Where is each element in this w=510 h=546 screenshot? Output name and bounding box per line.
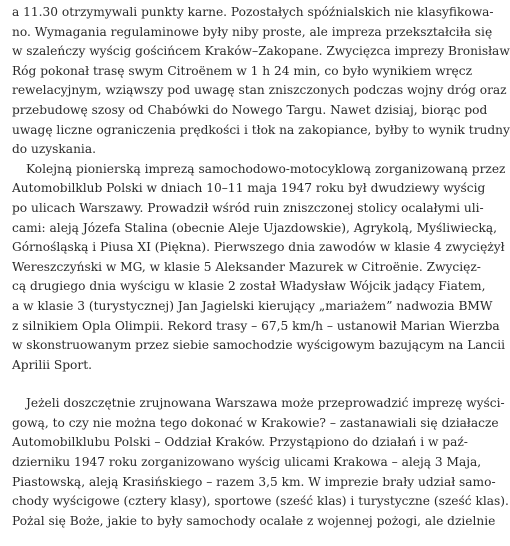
text-line: Wereszczyński w MG, w klasie 5 Aleksander Mazurek w Citroënie. Zwycięz- — [12, 259, 481, 274]
text-line: po ulicach Warszawy. Prowadził wśród ruin zniszczonej stolicy ocalałymi uli- — [12, 200, 484, 215]
text-line: gową, to czy nie można tego dokonać w Krakowie? – zastanawiali się działacze — [12, 415, 499, 430]
text-line: z silnikiem Opla Olimpii. Rekord trasy – 67,5 km/h – ustanowił Marian Wierzba — [12, 318, 500, 333]
text-line: Jeżeli doszczętnie zrujnowana Warszawa może przeprowadzić imprezę wyści- — [26, 396, 505, 411]
text-line: a w klasie 3 (turystycznej) Jan Jagielski kierujący „mariażem” nadwozia BMW — [12, 298, 493, 313]
text-line: Róg pokonał trasę swym Citroënem w 1 h 24 min, co było wynikiem wręcz — [12, 63, 473, 78]
book-page — [12, 3, 510, 531]
text-line: cami: aleją Józefa Stalina (obecnie Aleje Ujazdowskie), Agrykolą, Myśliwiecką, — [12, 220, 497, 235]
section-gap — [12, 375, 430, 394]
text-line: rewelacyjnym, wziąwszy pod uwagę stan zniszczonych podczas wojny dróg oraz — [12, 83, 507, 98]
paragraph-1 — [12, 3, 510, 160]
text-line: Górnośląską i Piusa XI (Piękna). Pierwszego dnia zawodów w klasie 4 zwyciężył — [12, 240, 505, 255]
text-line: Piastowską, aleją Krasińskiego – razem 3,5 km. W imprezie brały udział samo- — [12, 474, 496, 489]
text-line: Aprilii Sport. — [12, 357, 92, 372]
text-line: dzierniku 1947 roku zorganizowano wyścig ulicami Krakowa – aleją 3 Maja, — [12, 455, 482, 470]
text-line: Kolejną pionierską imprezą samochodowo-motocyklową zorganizowaną przez — [26, 161, 506, 176]
text-line: Automobilklub Polski w dniach 10–11 maja 1947 roku był dwudziewy wyścig — [12, 181, 486, 196]
paragraph-3 — [12, 394, 509, 531]
text-line: w szaleńczy wyścig gościńcem Kraków–Zakopane. Zwycięzca imprezy Bronisław — [12, 44, 510, 59]
text-line: chody wyścigowe (cztery klasy), sportowe (sześć klas) i turystyczne (sześć klas). — [12, 494, 509, 509]
text-line: Pożal się Boże, jakie to były samochody ocalałe z wojennej pożogi, ale dzielnie — [12, 513, 496, 528]
text-line: a 11.30 otrzymywali punkty karne. Pozostałych spóźnialskich nie klasyfikowa- — [12, 5, 494, 19]
paragraph-2 — [12, 160, 506, 376]
text-line: przebudowę szosy od Chabówki do Nowego Targu. Nawet dzisiaj, biorąc pod — [12, 102, 488, 117]
text-line: Automobilklubu Polski – Oddział Kraków. Przystąpiono do działań i w paź- — [12, 435, 468, 450]
text-line: no. Wymagania regulaminowe były niby proste, ale impreza przekształciła się — [12, 24, 493, 39]
text-line: cą drugiego dnia wyścigu w klasie 2 został Władysław Wójcik jadący Fiatem, — [12, 279, 486, 294]
text-line: do uzyskania. — [12, 142, 96, 157]
text-line: uwagę liczne ograniczenia prędkości i tłok na zakopiance, byłby to wynik trudny — [12, 122, 510, 137]
text-line: w skonstruowanym przez siebie samochodzie wyścigowym bazującym na Lancii — [12, 338, 506, 353]
